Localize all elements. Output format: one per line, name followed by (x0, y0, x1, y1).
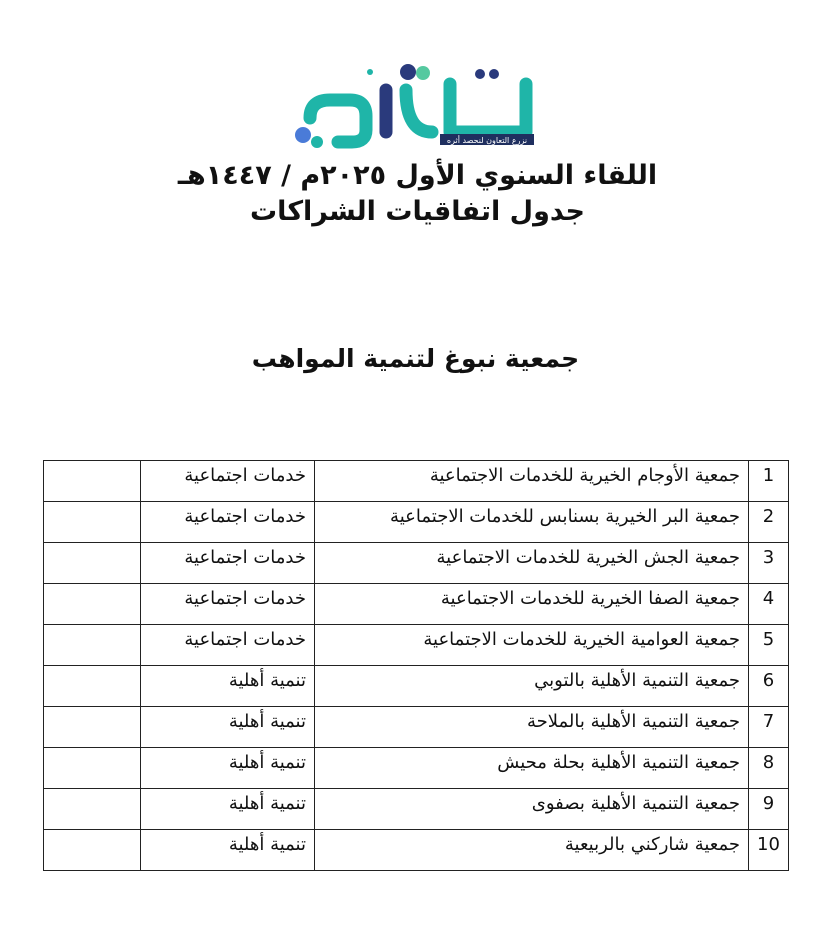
association-type: تنمية أهلية (141, 707, 315, 748)
logo-dot-letter-b (489, 69, 499, 79)
association-type: خدمات اجتماعية (141, 461, 315, 502)
logo-dot-green (416, 66, 430, 80)
logo-stroke-3 (406, 90, 432, 132)
empty-cell (44, 461, 141, 502)
table-row (44, 543, 789, 584)
association-type: تنمية أهلية (141, 789, 315, 830)
logo-dot-letter-a (475, 69, 485, 79)
empty-cell (44, 584, 141, 625)
row-number: 8 (749, 748, 789, 789)
table-row (44, 461, 789, 502)
association-name: جمعية الأوجام الخيرية للخدمات الاجتماعية (315, 461, 749, 502)
table-row (44, 584, 789, 625)
row-number: 1 (749, 461, 789, 502)
table-row (44, 748, 789, 789)
association-name: جمعية التنمية الأهلية بالتوبي (315, 666, 749, 707)
logo-dot-teal (311, 136, 323, 148)
organization-name: جمعية نبوغ لتنمية المواهب (251, 344, 580, 373)
row-number: 2 (749, 502, 789, 543)
table-row (44, 666, 789, 707)
row-number: 9 (749, 789, 789, 830)
row-number: 7 (749, 707, 789, 748)
table-row (44, 502, 789, 543)
table-row (44, 789, 789, 830)
association-type: تنمية أهلية (141, 830, 315, 871)
empty-cell (44, 707, 141, 748)
row-number: 4 (749, 584, 789, 625)
association-name: جمعية العوامية الخيرية للخدمات الاجتماعية (315, 625, 749, 666)
table-body (44, 461, 789, 871)
row-number: 10 (749, 830, 789, 871)
association-name: جمعية الصفا الخيرية للخدمات الاجتماعية (315, 584, 749, 625)
association-name: جمعية شاركني بالربيعية (315, 830, 749, 871)
row-number: 5 (749, 625, 789, 666)
association-name: جمعية التنمية الأهلية بصفوى (315, 789, 749, 830)
row-number: 6 (749, 666, 789, 707)
event-title: اللقاء السنوي الأول ٢٠٢٥م / ١٤٤٧هـ (177, 160, 658, 191)
logo-dot-blue (295, 127, 311, 143)
partnership-agreements-table (43, 460, 789, 871)
row-number: 3 (749, 543, 789, 584)
association-type: خدمات اجتماعية (141, 502, 315, 543)
association-name: جمعية الجش الخيرية للخدمات الاجتماعية (315, 543, 749, 584)
logo-tagline: نزرع التعاون لنحصد أثره (446, 136, 528, 145)
empty-cell (44, 666, 141, 707)
empty-cell (44, 625, 141, 666)
table-row (44, 830, 789, 871)
table-row (44, 625, 789, 666)
table-row (44, 707, 789, 748)
brand-logo (290, 60, 540, 160)
logo-dot-navy (400, 64, 416, 80)
logo-stroke-4 (450, 84, 526, 132)
association-type: تنمية أهلية (141, 666, 315, 707)
association-name: جمعية التنمية الأهلية بحلة محيش (315, 748, 749, 789)
logo-stroke-1 (310, 100, 366, 142)
talaqi-logo-graphic (290, 60, 540, 160)
empty-cell (44, 830, 141, 871)
empty-cell (44, 789, 141, 830)
association-type: تنمية أهلية (141, 748, 315, 789)
association-type: خدمات اجتماعية (141, 584, 315, 625)
empty-cell (44, 748, 141, 789)
association-name: جمعية التنمية الأهلية بالملاحة (315, 707, 749, 748)
empty-cell (44, 502, 141, 543)
association-type: خدمات اجتماعية (141, 625, 315, 666)
empty-cell (44, 543, 141, 584)
association-type: خدمات اجتماعية (141, 543, 315, 584)
logo-dot-small (367, 69, 373, 75)
page-subtitle: جدول اتفاقيات الشراكات (250, 196, 585, 227)
association-name: جمعية البر الخيرية بسنابس للخدمات الاجتماعية (315, 502, 749, 543)
